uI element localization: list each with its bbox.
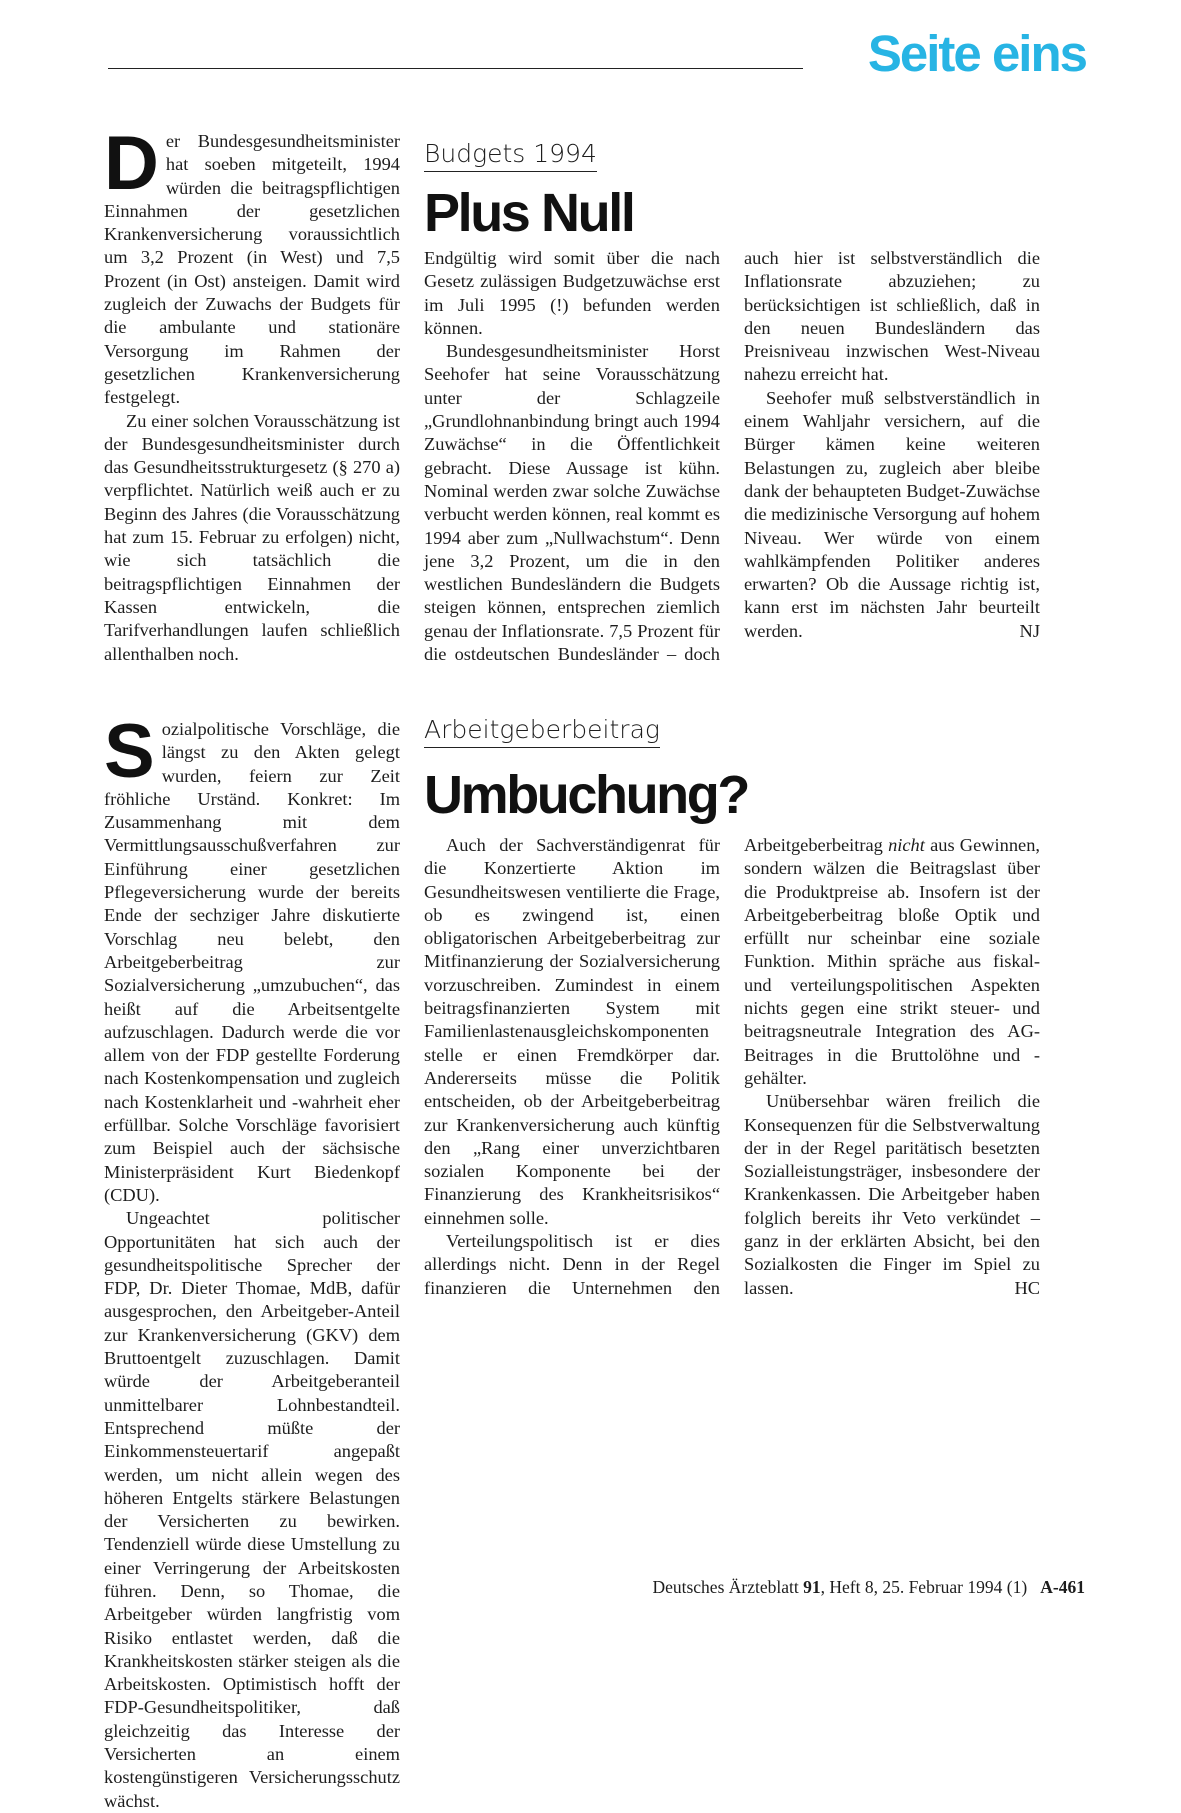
article1-paragraph: Endgültig wird somit über die nach Gesetz zulässigen Budgetzuwächse erst im Juli 1995 (!) befunden werden können. xyxy=(424,248,720,338)
article1-lead-paragraph: Der Bundesgesundheitsminister hat soeben mitgeteilt, 1994 würden die beitragspflichtigen Einnahmen der gesetzlichen Krankenversicherung voraussichtlich um 3,2 Prozent (in West) und 7,5 Prozent (in Ost) ansteigen. Damit wird zugleich der Zuwachs der Budgets für die ambulante und stationäre Versorgung im Rahmen der gesetzlichen Krankenversicherung festgelegt. xyxy=(104,121,400,408)
article2-paragraph: Auch der Sachverständigenrat für die Konzertierte Aktion im Gesundheitswesen ventilierte die Frage, ob es zwingend ist, einen obligatorischen Arbeitgeberbeitrag zur Mitfinanzierung der Sozialversicherung vorzuschreiben. Zumindest in einem beitragsfinanzierten System mit Familienlastenausgleichskomponenten stelle er einen Fremdkörper dar. Andererseits müsse die Politik entscheiden, ob der Arbeitgeberbeitrag zur Krankenversicherung auch künftig den „Rang einer unverzichtbaren sozialen Komponente bei der Finanzierung des Krankheitsrisikos“ einnehmen solle. xyxy=(424,835,720,1228)
article1-kicker: Budgets 1994 xyxy=(424,140,597,172)
article2-column-left xyxy=(104,709,400,1813)
article2-paragraph: Ungeachtet politischer Opportunitäten hat sich auch der gesundheitspolitische Sprecher der FDP, Dr. Dieter Thomae, MdB, dafür ausgesprochen, den Arbeitgeber-Anteil zur Krankenversicherung (GKV) dem Bruttoentgelt zuzuschlagen. Damit würde der Arbeitgeberanteil unmittelbarer Lohnbestandteil. Entsprechend müßte der Einkommensteuertarif angepaßt werden, um nicht allein wegen des höheren Entgelts stärkere Belastungen der Versicherten zu bewirken. Tendenziell würde diese Umstellung zu einer Verringerung der Arbeitskosten führen. Denn, so Thomae, die Arbeitgeber würden langfristig vom Risiko entlastet werden, daß die Krankheitskosten stärker steigen als die Arbeitskosten. Optimistisch hofft der FDP-Gesundheitspolitiker, daß gleichzeitig das Interesse der Versicherten an einem kostengünstigeren Versicherungsschutz wächst. xyxy=(104,1208,400,1811)
page-number: A-461 xyxy=(1040,1577,1085,1597)
journal-name: Deutsches Ärzteblatt xyxy=(652,1577,799,1597)
article2-paragraph: Unübersehbar wären freilich die Konsequenzen für die Selbstverwaltung der in der Regel paritätisch besetzten Sozialleistungsträger, insbesondere der Krankenkassen. Die Arbeitgeber haben folglich bereits ihr Veto verkündet – ganz in der erklärten Absicht, bei den Sozialkosten die Finger im Spiel zu lassen. HC xyxy=(744,1090,1040,1300)
article1-paragraph: Seehofer muß selbstverständlich in einem Wahljahr versichern, auf die Bürger kämen keine weiteren Belastungen zu, zugleich aber bleibe dank der behaupteten Budget-Zuwächse die medizinische Versorgung auf hohem Niveau. Wer würde von einem wahlkämpfenden Politiker anderes erwarten? Ob die Aussage richtig ist, kann erst im nächsten Jahr beurteilt werden. NJ xyxy=(744,387,1040,643)
article2-dropcap: S xyxy=(104,709,155,794)
journal-issue: , Heft 8, 25. Februar 1994 (1) xyxy=(820,1577,1028,1597)
article2-headline: Umbuchung? xyxy=(424,765,748,825)
article1-paragraph: Bundesgesundheitsminister Horst Seehofer hat seine Vorausschätzung unter der Schlagzeile „Grundlohnanbindung bringt auch 1994 Zuwächse“ in die Öffentlichkeit gebracht. Diese Aussage ist kühn. Nominal werden zwar solche Zuwächse verbucht werden können, real kommt es 1994 aber zum „Nullwachstum“. Denn jene 3,2 Prozent, um die in den westlichen Bundesländern die Budgets steigen können, entsprechen ziemlich genau der Inflationsrate. 7,5 Prozent für die ostdeutschen Bundesländer – doch auch hier ist selbstverständlich die Inflationsrate abzuziehen; zu berücksichtigen ist schließlich, daß in den neuen Bundesländern das Preisniveau inzwischen West-Niveau nahezu erreicht hat. xyxy=(424,248,1040,665)
article1-dropcap: D xyxy=(104,121,159,206)
article1-paragraph: Zu einer solchen Vorausschätzung ist der Bundesgesundheitsminister durch das Gesundheitsstrukturgesetz (§ 270 a) verpflichtet. Natürlich weiß auch er zu Beginn des Jahres (die Vorausschätzung hat zum 15. Februar zu erfolgen) nicht, wie sich tatsächlich die beitragspflichtigen Einnahmen der Kassen entwickeln, die Tarifverhandlungen laufen schließlich allenthalben noch. xyxy=(104,410,400,664)
article2-kicker: Arbeitgeberbeitrag xyxy=(424,716,660,748)
article1-headline: Plus Null xyxy=(424,183,634,243)
article2-paragraph: Verteilungspolitisch ist er dies allerdings nicht. Denn in der Regel finanzieren die Unternehmen den Arbeitgeberbeitrag nicht aus Gewinnen, sondern wälzen die Beitragslast über die Produktpreise ab. Insofern ist der Arbeitgeberbeitrag bloße Optik und erfüllt nur scheinbar eine soziale Funktion. Mithin spräche aus fiskal- und verteilungspolitischen Aspekten nichts gegen eine strikt steuer- und beitragsneutrale Integration des AG-Beitrages in die Bruttolöhne und -gehälter. xyxy=(424,835,1040,1298)
article2-columns xyxy=(424,834,1040,1499)
journal-volume: 91 xyxy=(803,1577,821,1597)
article1-columns xyxy=(424,247,1040,687)
section-title: Seite eins xyxy=(867,25,1086,82)
article1-signature: NJ xyxy=(1019,620,1040,641)
page-footer xyxy=(652,1577,1085,1598)
article2-lead-paragraph: Sozialpolitische Vorschläge, die längst zu den Akten gelegt wurden, feiern zur Zeit fröhliche Urständ. Konkret: Im Zusammenhang mit dem Vermittlungsausschußverfahren zur Einführung einer gesetzlichen Pflegeversicherung wurde der bereits Ende der sechziger Jahre diskutierte Vorschlag neu belebt, den Arbeitgeberbeitrag zur Sozialversicherung „umzubuchen“, das heißt auf die Arbeitsentgelte aufzuschlagen. Dadurch werde die vor allem von der FDP gestellte Forderung nach Kostenkompensation und zugleich nach Kostenklarheit und -wahrheit eher erfüllbar. Solche Vorschläge favorisiert zum Beispiel auch der sächsische Ministerpräsident Kurt Biedenkopf (CDU). xyxy=(104,709,400,1205)
article1-column-left xyxy=(104,121,400,666)
header-rule xyxy=(108,68,803,69)
article2-signature: HC xyxy=(1014,1277,1040,1298)
